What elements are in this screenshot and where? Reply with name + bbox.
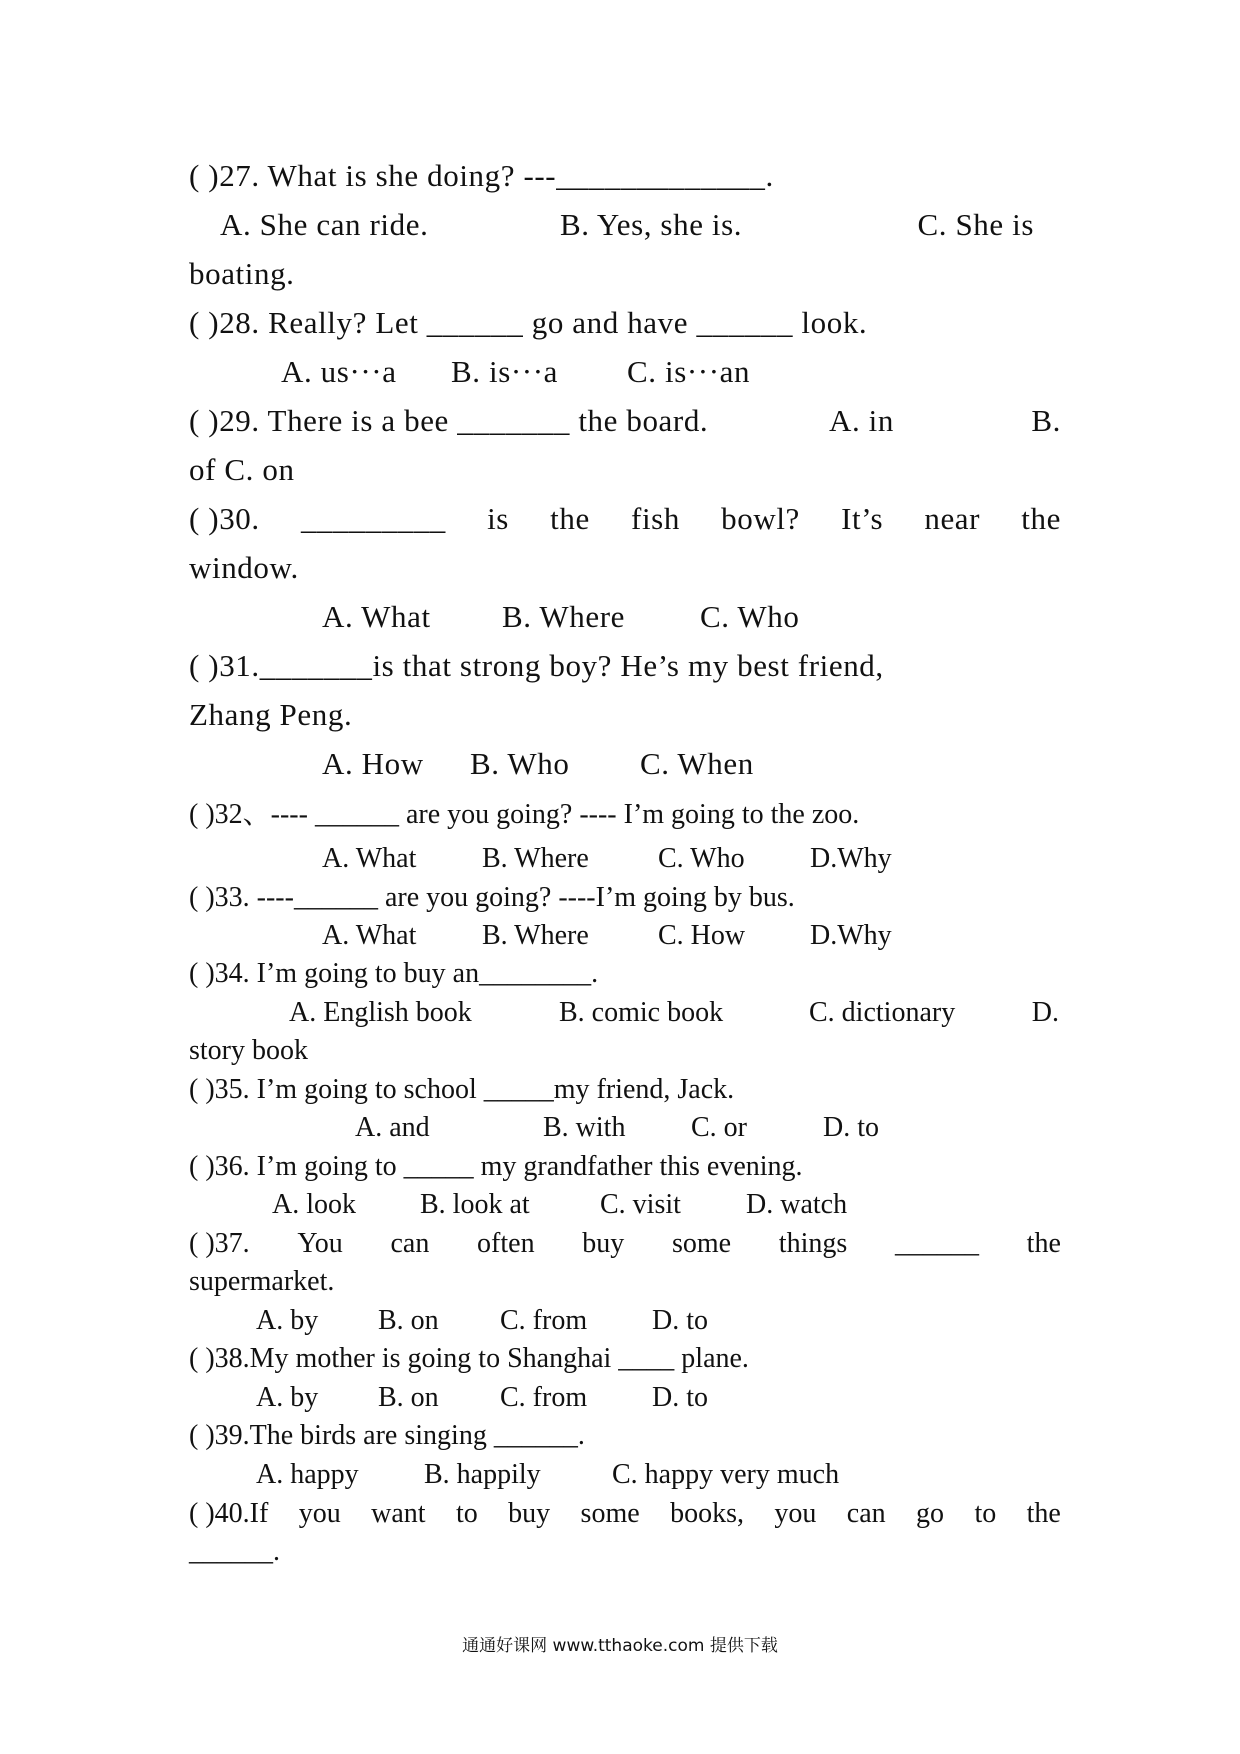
q40-word: books, xyxy=(670,1498,744,1529)
q38-option-d: D. to xyxy=(652,1382,708,1413)
question-35-options xyxy=(355,1114,1227,1142)
q40-word: the xyxy=(1026,1498,1061,1529)
q35-option-b: B. with xyxy=(543,1112,626,1143)
q30-option-c: C. Who xyxy=(700,599,800,634)
q37-word: ( )37. xyxy=(189,1228,250,1259)
q40-word: you xyxy=(774,1498,817,1529)
question-30-stem xyxy=(189,503,1061,534)
q40-word: ( )40.If xyxy=(189,1498,269,1529)
question-33-stem: ( )33. ----______ are you going? ----I’m going by bus. xyxy=(189,882,795,913)
q36-option-d: D. watch xyxy=(746,1189,848,1220)
q40-word: can xyxy=(846,1498,886,1529)
question-34-continuation: story book xyxy=(189,1035,308,1066)
question-40-stem xyxy=(189,1500,1061,1528)
q31-option-b: B. Who xyxy=(470,746,570,781)
q37-option-c: C. from xyxy=(500,1305,588,1336)
q37-word: things xyxy=(778,1228,848,1259)
q30-word: It’s xyxy=(841,501,884,536)
q40-word: buy xyxy=(508,1498,551,1529)
q30-word: the xyxy=(1021,501,1061,536)
question-37-continuation: supermarket. xyxy=(189,1266,335,1297)
q37-option-d: D. to xyxy=(652,1305,708,1336)
q38-option-c: C. from xyxy=(500,1382,588,1413)
q28-option-a: A. us···a xyxy=(281,354,397,389)
q40-word: some xyxy=(580,1498,640,1529)
q34-option-a: A. English book xyxy=(289,997,472,1028)
question-27-continuation: boating. xyxy=(189,256,295,291)
q38-option-a: A. by xyxy=(256,1382,319,1413)
q36-option-c: C. visit xyxy=(600,1189,681,1220)
q40-word: to xyxy=(974,1498,997,1529)
question-28-stem: ( )28. Really? Let ______ go and have ______ look. xyxy=(189,305,868,340)
q40-word: to xyxy=(455,1498,478,1529)
question-36-stem: ( )36. I’m going to _____ my grandfather this evening. xyxy=(189,1151,803,1182)
q33-option-c: C. How xyxy=(658,920,746,951)
q30-word: bowl? xyxy=(721,501,800,536)
q28-option-c: C. is···an xyxy=(627,354,751,389)
q37-word: ______ xyxy=(894,1228,979,1259)
question-31-options xyxy=(322,748,1194,779)
q37-option-b: B. on xyxy=(378,1305,439,1336)
question-27-stem: ( )27. What is she doing? ---_____________. xyxy=(189,158,774,193)
question-38-stem: ( )38.My mother is going to Shanghai ____ plane. xyxy=(189,1343,749,1374)
q30-word: _________ xyxy=(300,501,446,536)
q30-option-a: A. What xyxy=(322,599,431,634)
q40-word: go xyxy=(916,1498,945,1529)
question-36-options xyxy=(272,1191,1144,1219)
question-29-stem xyxy=(189,405,1061,436)
q36-option-b: B. look at xyxy=(420,1189,530,1220)
q34-option-b: B. comic book xyxy=(559,997,724,1028)
question-29-continuation: of C. on xyxy=(189,452,295,487)
question-32-stem: ( )32、---- ______ are you going? ---- I’m going to the zoo. xyxy=(189,799,860,830)
q30-word: near xyxy=(924,501,981,536)
q40-word: you xyxy=(298,1498,341,1529)
q37-option-a: A. by xyxy=(256,1305,319,1336)
q37-word: You xyxy=(297,1228,343,1259)
q36-option-a: A. look xyxy=(272,1189,356,1220)
q27-option-b: B. Yes, she is. xyxy=(560,207,743,242)
q34-option-c: C. dictionary xyxy=(809,997,956,1028)
q33-option-a: A. What xyxy=(322,920,417,951)
q37-word: some xyxy=(671,1228,732,1259)
question-34-options xyxy=(289,999,1061,1027)
question-32-options xyxy=(322,845,1194,873)
q38-option-b: B. on xyxy=(378,1382,439,1413)
q33-option-b: B. Where xyxy=(482,920,589,951)
question-37-stem xyxy=(189,1230,1061,1258)
q34-option-d: D. xyxy=(1031,997,1059,1028)
question-38-options xyxy=(256,1384,1128,1412)
question-39-options xyxy=(256,1461,1128,1489)
q32-option-c: C. Who xyxy=(658,843,745,874)
q29-option-b: B. xyxy=(1031,403,1061,438)
q30-word: is xyxy=(487,501,509,536)
q33-option-d: D.Why xyxy=(810,920,892,951)
q39-option-c: C. happy very much xyxy=(612,1459,840,1490)
q31-option-a: A. How xyxy=(322,746,424,781)
q27-option-c: C. She is xyxy=(917,207,1034,242)
question-34-stem: ( )34. I’m going to buy an________. xyxy=(189,958,599,989)
q29-option-a: A. in xyxy=(829,403,894,438)
q30-word: the xyxy=(550,501,590,536)
q37-word: can xyxy=(390,1228,430,1259)
q35-option-d: D. to xyxy=(823,1112,879,1143)
q37-word: the xyxy=(1026,1228,1061,1259)
question-37-options xyxy=(256,1307,1128,1335)
q39-option-a: A. happy xyxy=(256,1459,359,1490)
question-31-stem: ( )31._______is that strong boy? He’s my best friend, xyxy=(189,648,884,683)
question-39-stem: ( )39.The birds are singing ______. xyxy=(189,1420,585,1451)
q30-word: ( )30. xyxy=(189,501,260,536)
q28-option-b: B. is···a xyxy=(451,354,558,389)
q30-word: fish xyxy=(631,501,680,536)
q27-option-a: A. She can ride. xyxy=(220,207,429,242)
q32-option-d: D.Why xyxy=(810,843,892,874)
q40-word: want xyxy=(371,1498,426,1529)
q32-option-b: B. Where xyxy=(482,843,589,874)
footer-credit: 通通好课网 www.tthaoke.com 提供下载 xyxy=(462,1636,778,1656)
q31-option-c: C. When xyxy=(640,746,754,781)
question-33-options xyxy=(322,922,1194,950)
question-30-options xyxy=(322,601,1194,632)
q35-option-a: A. and xyxy=(355,1112,430,1143)
q30-option-b: B. Where xyxy=(502,599,626,634)
q32-option-a: A. What xyxy=(322,843,417,874)
q39-option-b: B. happily xyxy=(424,1459,541,1490)
question-28-options xyxy=(281,356,1153,387)
question-27-options xyxy=(189,209,1061,240)
question-30-continuation: window. xyxy=(189,550,299,585)
q35-option-c: C. or xyxy=(691,1112,747,1143)
question-35-stem: ( )35. I’m going to school _____my friend, Jack. xyxy=(189,1074,735,1105)
q29-stem-text: ( )29. There is a bee _______ the board. xyxy=(189,403,709,438)
q37-word: often xyxy=(477,1228,535,1259)
q37-word: buy xyxy=(582,1228,625,1259)
question-40-continuation: ______. xyxy=(189,1536,280,1567)
question-31-continuation: Zhang Peng. xyxy=(189,697,353,732)
